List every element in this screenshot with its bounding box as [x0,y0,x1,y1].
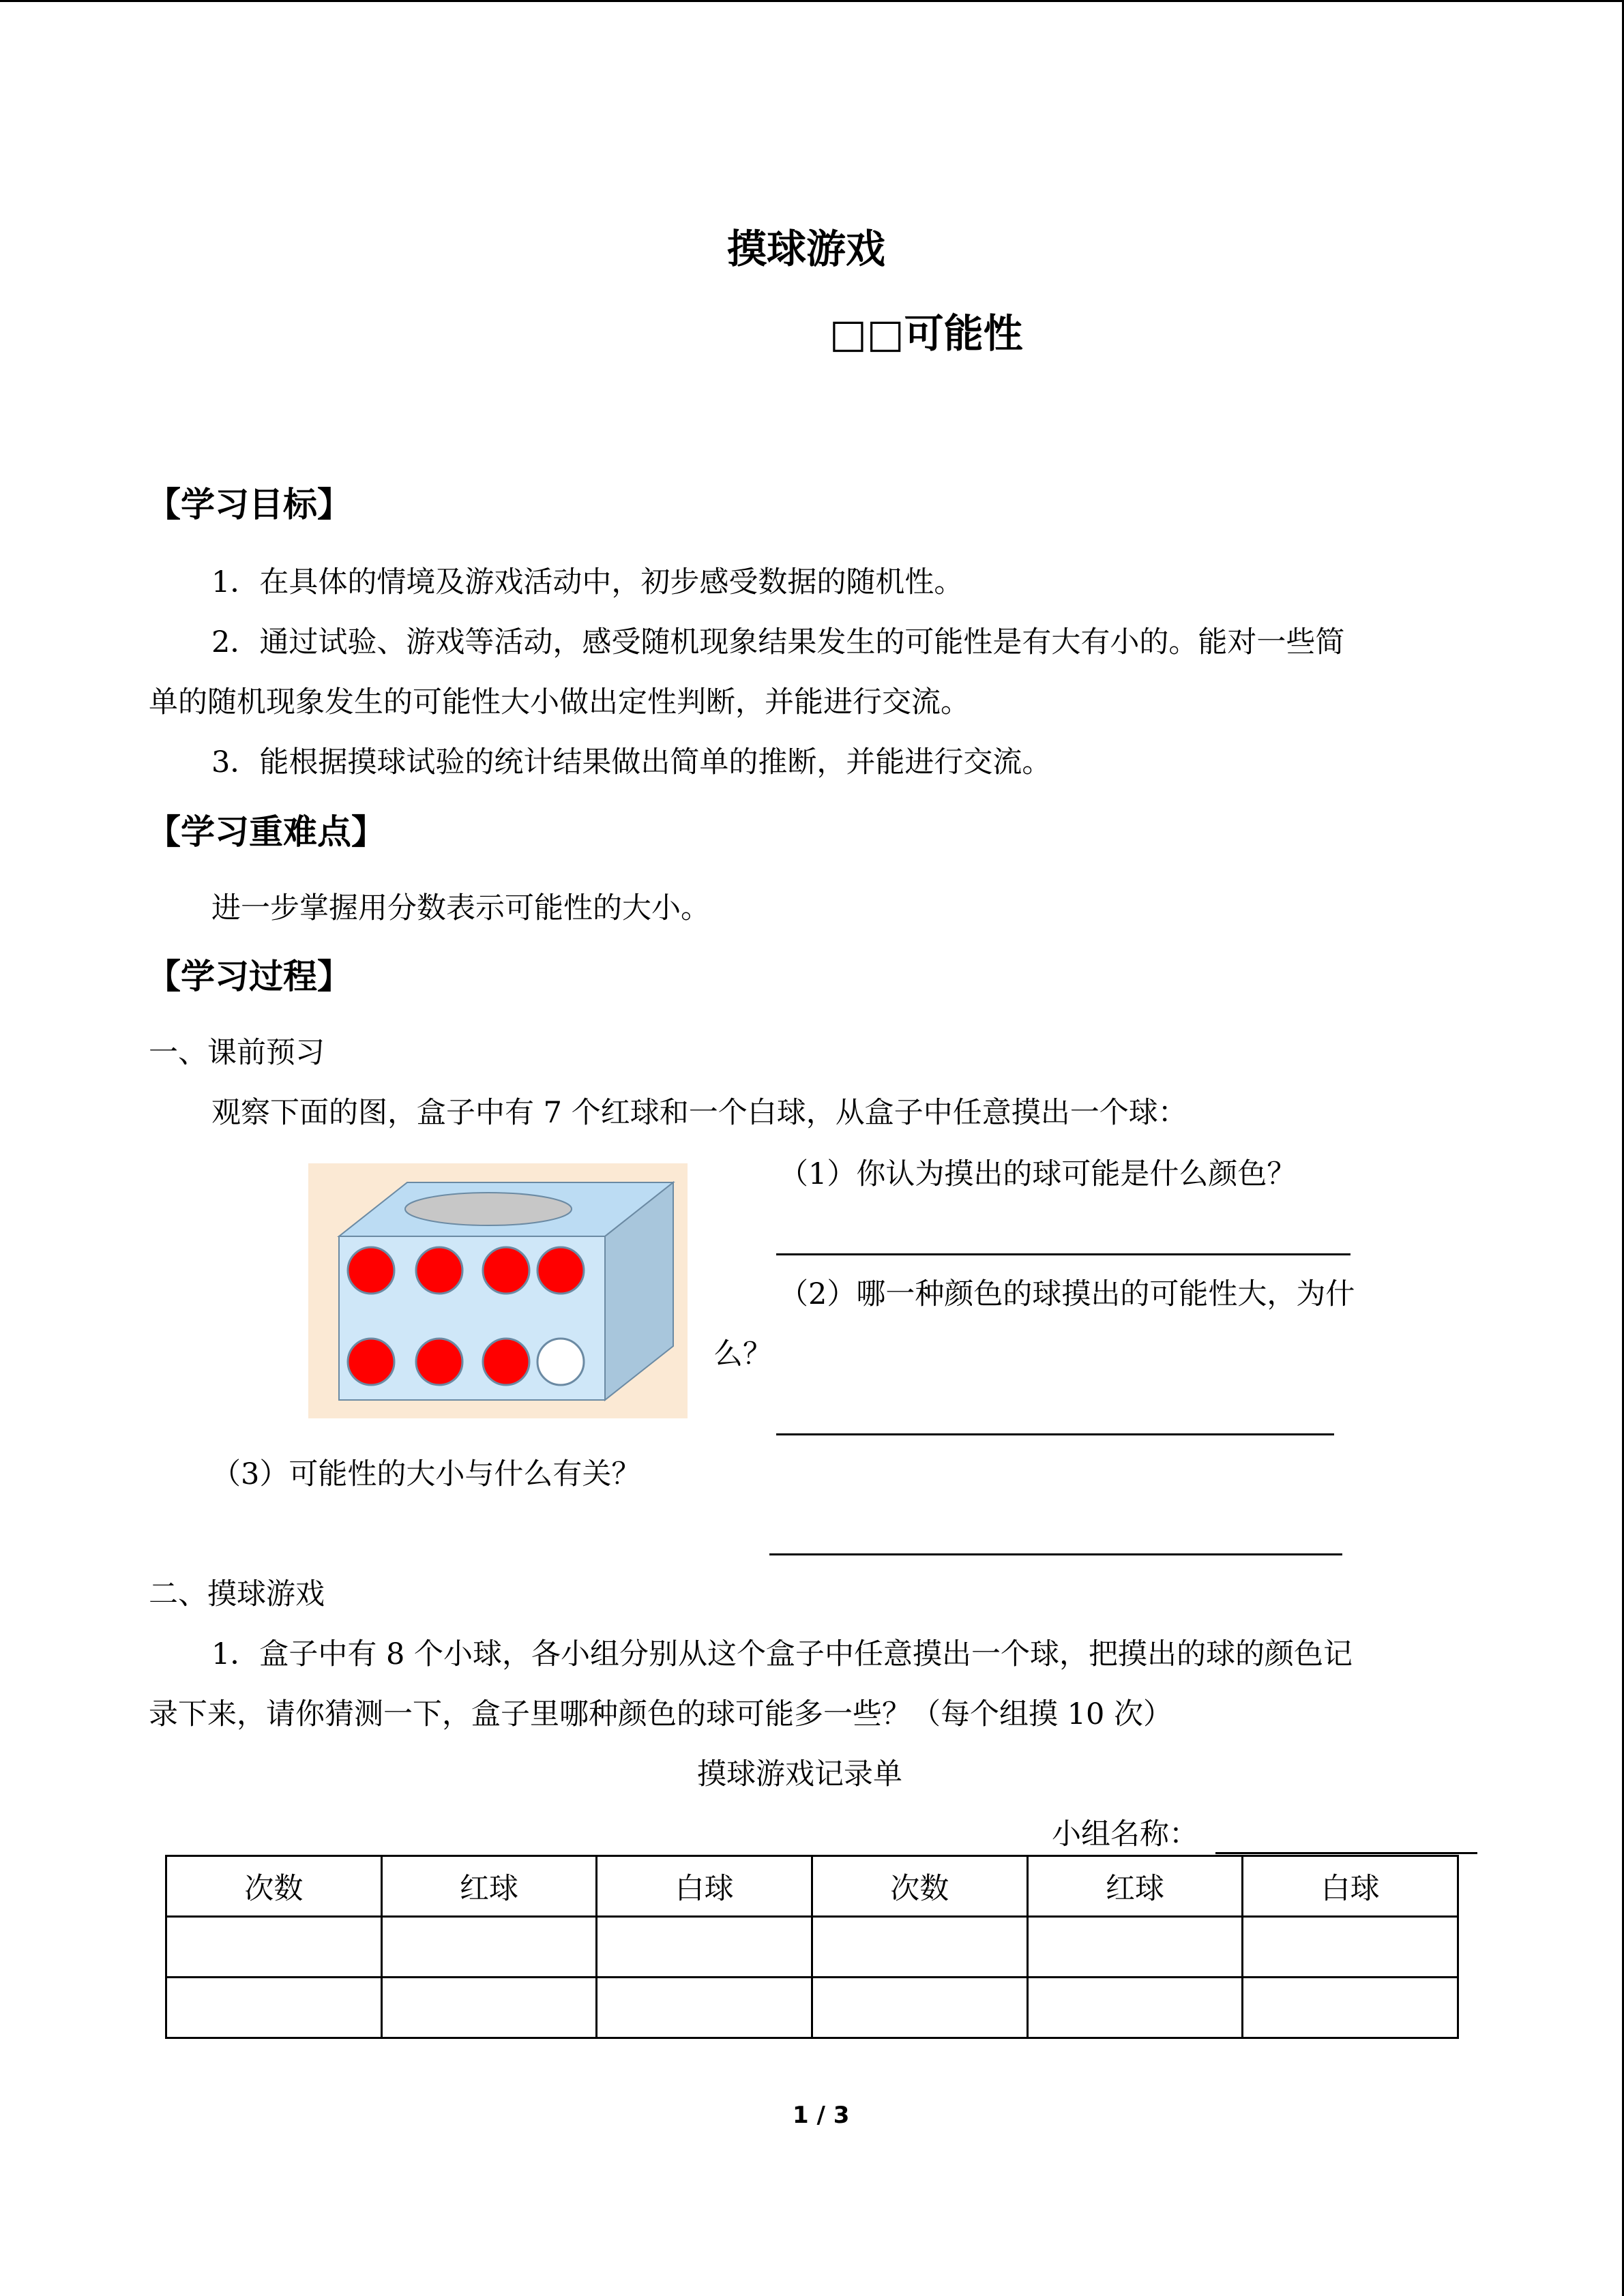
preview-question-2-line1: （2）哪一种颜色的球摸出的可能性大，为什 [779,1277,1355,1311]
preview-title: 一、课前预习 [149,1036,325,1070]
record-title: 摸球游戏记录单 [697,1757,902,1791]
table-header-cell: 次数 [166,1856,382,1917]
table-cell[interactable] [1027,1978,1243,2038]
table-cell[interactable] [381,1917,597,1978]
game-item-1-line1: 1．盒子中有 8 个小球，各小组分别从这个盒子中任意摸出一个球，把摸出的球的颜色记 [211,1637,1353,1671]
red-ball [537,1247,584,1294]
goals-heading: 【学习目标】 [147,485,351,524]
page-number: 1 / 3 [793,2102,850,2129]
table-header-row [166,1856,1458,1917]
answer-line-3[interactable] [769,1553,1342,1555]
answer-line-1[interactable] [776,1253,1350,1255]
record-table [165,1855,1459,2039]
goal-item-2-line1: 2．通过试验、游戏等活动，感受随机现象结果发生的可能性是有大有小的。能对一些简 [211,625,1345,659]
game-item-1-line2: 录下来，请你猜测一下，盒子里哪种颜色的球可能多一些？（每个组摸 10 次） [149,1697,1173,1731]
process-heading: 【学习过程】 [147,957,351,996]
page-subtitle: □□可能性 [829,310,1023,357]
table-cell[interactable] [1243,1917,1458,1978]
red-ball [483,1247,529,1294]
table-cell[interactable] [597,1917,812,1978]
group-name-label: 小组名称： [1052,1817,1198,1851]
white-ball [537,1339,584,1385]
table-cell[interactable] [1027,1917,1243,1978]
table-cell[interactable] [166,1978,382,2038]
goal-item-1: 1．在具体的情境及游戏活动中，初步感受数据的随机性。 [211,565,964,599]
table-cell[interactable] [812,1917,1027,1978]
answer-line-2[interactable] [776,1433,1334,1435]
game-title: 二、摸球游戏 [149,1577,325,1611]
table-cell[interactable] [812,1978,1027,2038]
table-header-cell: 次数 [812,1856,1027,1917]
table-header-cell: 红球 [1027,1856,1243,1917]
preview-question-1: （1）你认为摸出的球可能是什么颜色？ [779,1157,1297,1191]
red-ball [348,1247,394,1294]
goal-item-2-line2: 单的随机现象发生的可能性大小做出定性判断，并能进行交流。 [149,685,970,719]
ball-box-illustration [308,1163,688,1418]
red-ball [483,1339,529,1385]
preview-intro: 观察下面的图，盒子中有 7 个红球和一个白球，从盒子中任意摸出一个球： [211,1096,1187,1130]
page-title: 摸球游戏 [727,226,886,272]
red-ball [416,1339,462,1385]
group-name-field[interactable] [1215,1852,1477,1854]
preview-question-2-line2: 么？ [713,1337,772,1371]
table-cell[interactable] [381,1978,597,2038]
box-opening [405,1193,572,1225]
goal-item-3: 3．能根据摸球试验的统计结果做出简单的推断，并能进行交流。 [211,745,1052,779]
red-ball [348,1339,394,1385]
table-row [166,1917,1458,1978]
preview-question-3: （3）可能性的大小与什么有关？ [211,1457,641,1491]
red-ball [416,1247,462,1294]
table-header-cell: 白球 [597,1856,812,1917]
table-header-cell: 白球 [1243,1856,1458,1917]
page-border-top [0,0,1624,2]
table-cell[interactable] [166,1917,382,1978]
table-header-cell: 红球 [381,1856,597,1917]
table-cell[interactable] [1243,1978,1458,2038]
keypoints-heading: 【学习重难点】 [147,812,385,852]
table-cell[interactable] [597,1978,812,2038]
keypoints-text: 进一步掌握用分数表示可能性的大小。 [211,891,710,925]
table-row [166,1978,1458,2038]
